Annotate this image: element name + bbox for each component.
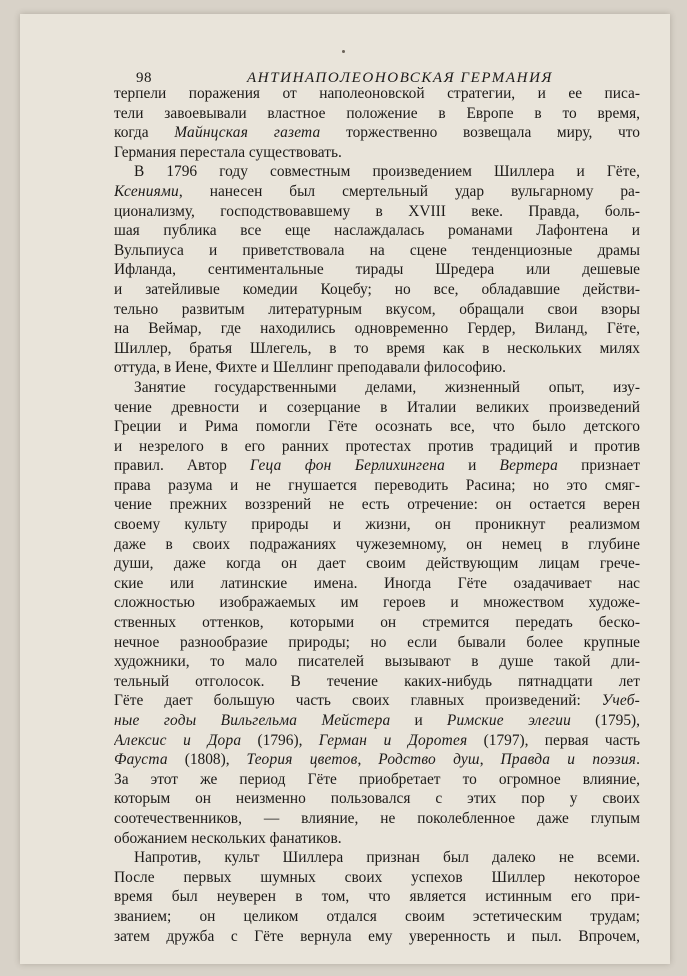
text-line: После первых шумных своих успехов Шиллер некоторое [114,868,640,886]
italic-title: Геца фон Берлихингена [249,457,445,475]
text-line: души, даже когда он дает своим действующим лицам грече- [114,555,640,573]
text-line: Алексис и Дора (1796), Герман и Доротея (1797), первая часть [114,731,640,749]
italic-title: Учеб- [601,692,640,710]
text-line: художники, то мало писателей вызывают в душе такой дли- [114,653,640,671]
page-number: 98 [136,70,152,86]
text-line: своему культу природы и жизни, он проникнут реализмом [114,516,640,534]
text-line: обожанием нескольких фанатиков. [114,829,342,847]
text-line: шая публика все еще наслаждалась романами Лафонтена и [114,222,640,240]
text-line: Германия перестала существовать. [114,143,342,161]
italic-title: Алексис и Дора [114,731,242,749]
italic-title: Герман и Доротея [318,731,468,749]
text-line: время был неуверен в том, что является истинным его при- [114,888,640,906]
text-line: Греции и Рима помогли Гёте осознать все, что было детского [114,418,640,436]
text-line: и незрелого в его ранних протестах против традиций и против [114,437,640,455]
body-text [114,84,640,946]
italic-title: Фауста [114,751,168,769]
text-line: на Веймар, где находились одновременно Гердер, Виланд, Гёте, [114,320,640,338]
text-line: тельно развитым литературным вкусом, обращали свои взоры [114,300,640,318]
text-line: чение прежних воззрений не есть отречение: он остается верен [114,496,640,514]
text-line: Занятие государственными делами, жизненный опыт, изу- [134,378,640,396]
text-line: терпели поражения от наполеоновской стратегии, и ее писа- [114,85,640,102]
text-line: сложностью изображаемых им героев и множеством художе- [114,594,640,612]
italic-title: Теория цветов [246,751,358,769]
text-line: званием; он целиком отдался своим эстетическим трудам; [114,907,640,925]
text-line: Фауста (1808), Теория цветов, Родство душ, Правда и поэзия. [114,751,640,769]
text-line: нечное разнообразие природы; но если бывали более крупные [114,633,640,651]
text-line: ские или латинские имена. Иногда Гёте озадачивает нас [114,574,640,592]
text-line: тельный отголосок. В течение каких-нибудь пятнадцати лет [114,672,640,690]
italic-title: Майнцская газета [174,124,321,142]
italic-title: Ксениями [114,182,179,200]
text-line: ные годы Вильгельма Мейстера и Римские элегии (1795), [114,712,640,729]
text-line: За этот же период Гёте приобретает то огромное влияние, [114,770,640,788]
text-line: и затейливые комедии Коцебу; но все, обладавшие действи- [114,280,640,298]
text-line: даже в своих подражаниях чужеземному, он немец в глубине [114,535,640,553]
italic-title: Вертера [499,457,558,475]
text-line: В 1796 году совместным произведением Шиллера и Гёте, [134,163,640,181]
text-line: Ифланда, сентиментальные тирады Шредера или дешевые [114,261,640,279]
text-line: Ксениями, нанесен был смертельный удар вульгарному ра- [114,182,640,200]
page-speck [342,50,345,53]
italic-title: Римские элегии [446,712,571,729]
text-line: Гёте дает большую часть своих главных произведений: Учеб- [114,692,640,710]
text-line: затем дружба с Гёте вернула ему уверенность и пыл. Впрочем, [114,927,640,945]
italic-title: ные годы Вильгельма Мейстера [114,712,391,729]
italic-title: Правда и поэзия [500,751,637,769]
text-line: правил. Автор Геца фон Берлихингена и Вертера признает [114,457,640,475]
text-line: тели завоевывали властное положение в Европе в то время, [114,104,640,122]
text-line: чение древности и созерцание в Италии великих произведений [114,398,640,416]
text-line: оттуда, в Иене, Фихте и Шеллинг преподавали философию. [114,359,506,377]
text-line: которым он неизменно пользовался с этих пор у своих [114,790,640,808]
text-line: Шиллер, братья Шлегель, в то время как в нескольких милях [114,339,640,357]
text-line: ственных оттенков, которыми он стремится передать беско- [114,614,640,632]
text-line: когда Майнцская газета торжественно возвещала миру, что [114,124,640,142]
running-title: АНТИНАПОЛЕОНОВСКАЯ ГЕРМАНИЯ [247,70,553,86]
text-line: Напротив, культ Шиллера признан был далеко не всеми. [134,849,640,867]
text-line: ционализму, господствовавшему в XVIII веке. Правда, боль- [114,202,640,220]
text-line: права разума и не гнушается переводить Расина; но это смяг- [114,476,640,494]
text-line: Вульпиуса и приветствовала на сцене тенденциозные драмы [114,241,640,259]
italic-title: Родство душ [378,751,480,769]
text-line: соотечественников, — влияние, не поколебленное даже глупым [114,809,640,827]
